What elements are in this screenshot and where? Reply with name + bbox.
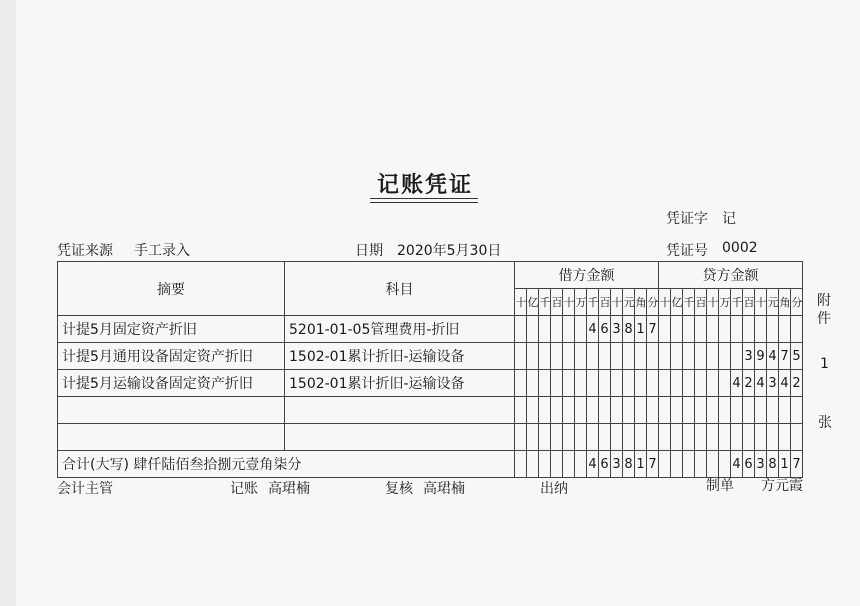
credit-digit-cell bbox=[671, 316, 683, 343]
debit-digit-cell: 3 bbox=[611, 316, 623, 343]
debit-digit-cell bbox=[563, 370, 575, 397]
summary-cell: 计提5月运输设备固定资产折旧 bbox=[58, 370, 285, 397]
debit-digit-cell bbox=[575, 397, 587, 424]
credit-header: 贷方金额 bbox=[659, 262, 803, 289]
debit-header: 借方金额 bbox=[515, 262, 659, 289]
debit-digit-cell bbox=[647, 370, 659, 397]
credit-unit-cell: 十 bbox=[659, 289, 671, 316]
debit-digit-cell bbox=[527, 397, 539, 424]
title-underline-2 bbox=[370, 202, 478, 203]
debit-digit-cell: 4 bbox=[587, 451, 599, 478]
debit-digit-cell bbox=[515, 424, 527, 451]
account-cell bbox=[285, 397, 515, 424]
debit-digit-cell bbox=[611, 424, 623, 451]
debit-unit-cell: 百 bbox=[551, 289, 563, 316]
debit-digit-cell: 8 bbox=[623, 451, 635, 478]
credit-digit-cell bbox=[719, 397, 731, 424]
debit-digit-cell bbox=[527, 424, 539, 451]
credit-digit-cell bbox=[695, 451, 707, 478]
debit-digit-cell bbox=[599, 397, 611, 424]
credit-digit-cell bbox=[683, 370, 695, 397]
credit-digit-cell: 7 bbox=[791, 451, 803, 478]
credit-digit-cell bbox=[671, 424, 683, 451]
credit-unit-cell: 万 bbox=[719, 289, 731, 316]
credit-digit-cell bbox=[707, 316, 719, 343]
debit-digit-cell bbox=[539, 397, 551, 424]
debit-digit-cell bbox=[623, 424, 635, 451]
credit-unit-cell: 千 bbox=[683, 289, 695, 316]
credit-digit-cell bbox=[767, 316, 779, 343]
debit-digit-cell bbox=[623, 343, 635, 370]
paper-edge bbox=[0, 0, 16, 606]
maker-label: 制单 bbox=[706, 478, 734, 494]
debit-digit-cell bbox=[623, 397, 635, 424]
debit-digit-cell bbox=[587, 370, 599, 397]
debit-digit-cell bbox=[539, 451, 551, 478]
debit-digit-cell bbox=[563, 397, 575, 424]
supervisor-label: 会计主管 bbox=[57, 481, 113, 497]
credit-digit-cell bbox=[707, 397, 719, 424]
debit-digit-cell bbox=[587, 343, 599, 370]
source-label: 凭证来源 bbox=[57, 243, 113, 259]
attachment-unit: 张 bbox=[818, 415, 832, 431]
attachment-label bbox=[817, 292, 833, 328]
credit-digit-cell bbox=[683, 397, 695, 424]
credit-digit-cell bbox=[659, 424, 671, 451]
debit-digit-cell bbox=[599, 424, 611, 451]
credit-digit-cell: 4 bbox=[767, 343, 779, 370]
credit-unit-cell: 元 bbox=[767, 289, 779, 316]
credit-digit-cell bbox=[779, 316, 791, 343]
debit-unit-cell: 分 bbox=[647, 289, 659, 316]
debit-digit-cell bbox=[551, 397, 563, 424]
debit-digit-cell bbox=[539, 343, 551, 370]
credit-digit-cell bbox=[731, 343, 743, 370]
debit-digit-cell bbox=[575, 343, 587, 370]
credit-digit-cell bbox=[719, 370, 731, 397]
credit-digit-cell: 5 bbox=[791, 343, 803, 370]
debit-digit-cell: 6 bbox=[599, 451, 611, 478]
voucher-title: 记账凭证 bbox=[376, 173, 473, 198]
attachment-label-1: 附 bbox=[817, 293, 831, 309]
debit-digit-cell bbox=[551, 316, 563, 343]
debit-digit-cell bbox=[599, 370, 611, 397]
debit-unit-cell: 万 bbox=[575, 289, 587, 316]
debit-digit-cell: 7 bbox=[647, 451, 659, 478]
credit-digit-cell: 1 bbox=[779, 451, 791, 478]
table-row bbox=[58, 397, 803, 424]
bookkeeper-label: 记账 bbox=[230, 481, 258, 497]
debit-digit-cell bbox=[647, 424, 659, 451]
debit-digit-cell bbox=[539, 316, 551, 343]
debit-digit-cell bbox=[575, 451, 587, 478]
debit-digit-cell: 4 bbox=[587, 316, 599, 343]
credit-digit-cell bbox=[707, 424, 719, 451]
credit-digit-cell bbox=[695, 397, 707, 424]
credit-digit-cell bbox=[743, 316, 755, 343]
date-value: 2020年5月30日 bbox=[397, 243, 502, 259]
credit-digit-cell bbox=[779, 397, 791, 424]
credit-digit-cell: 6 bbox=[743, 451, 755, 478]
credit-digit-cell bbox=[707, 343, 719, 370]
credit-digit-cell bbox=[719, 424, 731, 451]
debit-digit-cell bbox=[563, 424, 575, 451]
credit-digit-cell bbox=[767, 424, 779, 451]
credit-digit-cell: 4 bbox=[731, 451, 743, 478]
debit-digit-cell bbox=[623, 370, 635, 397]
debit-digit-cell bbox=[575, 370, 587, 397]
voucher-type-label: 凭证字 bbox=[666, 211, 708, 227]
debit-digit-cell: 1 bbox=[635, 451, 647, 478]
voucher-no-value: 0002 bbox=[722, 240, 758, 256]
credit-digit-cell bbox=[791, 316, 803, 343]
credit-unit-cell: 分 bbox=[791, 289, 803, 316]
credit-digit-cell: 4 bbox=[755, 370, 767, 397]
credit-digit-cell: 4 bbox=[779, 370, 791, 397]
account-cell: 1502-01累计折旧-运输设备 bbox=[285, 343, 515, 370]
table-row bbox=[58, 316, 803, 343]
credit-digit-cell bbox=[791, 424, 803, 451]
credit-digit-cell bbox=[767, 397, 779, 424]
credit-unit-cell: 千 bbox=[731, 289, 743, 316]
credit-unit-cell: 百 bbox=[743, 289, 755, 316]
debit-digit-cell bbox=[635, 370, 647, 397]
credit-digit-cell bbox=[755, 397, 767, 424]
debit-digit-cell bbox=[539, 370, 551, 397]
debit-digit-cell bbox=[563, 316, 575, 343]
credit-digit-cell bbox=[791, 397, 803, 424]
debit-unit-cell: 十 bbox=[515, 289, 527, 316]
debit-digit-cell bbox=[611, 397, 623, 424]
debit-digit-cell: 3 bbox=[611, 451, 623, 478]
credit-digit-cell bbox=[695, 424, 707, 451]
credit-digit-cell bbox=[671, 451, 683, 478]
credit-digit-cell bbox=[659, 397, 671, 424]
debit-digit-cell: 8 bbox=[623, 316, 635, 343]
debit-digit-cell bbox=[587, 424, 599, 451]
debit-unit-cell: 千 bbox=[539, 289, 551, 316]
debit-digit-cell bbox=[527, 451, 539, 478]
bookkeeper-name: 高珺楠 bbox=[268, 481, 310, 497]
cashier-label: 出纳 bbox=[540, 481, 568, 497]
debit-digit-cell bbox=[647, 397, 659, 424]
account-cell: 5201-01-05管理费用-折旧 bbox=[285, 316, 515, 343]
summary-cell bbox=[58, 424, 285, 451]
total-row bbox=[58, 451, 803, 478]
debit-digit-cell bbox=[599, 343, 611, 370]
credit-digit-cell bbox=[719, 316, 731, 343]
debit-digit-cell bbox=[635, 397, 647, 424]
credit-digit-cell bbox=[779, 424, 791, 451]
credit-digit-cell bbox=[707, 370, 719, 397]
credit-digit-cell: 3 bbox=[755, 451, 767, 478]
debit-digit-cell bbox=[551, 451, 563, 478]
credit-digit-cell: 4 bbox=[731, 370, 743, 397]
credit-digit-cell: 9 bbox=[755, 343, 767, 370]
credit-digit-cell bbox=[695, 316, 707, 343]
credit-digit-cell bbox=[755, 424, 767, 451]
credit-digit-cell: 8 bbox=[767, 451, 779, 478]
credit-digit-cell bbox=[719, 343, 731, 370]
credit-unit-cell: 亿 bbox=[671, 289, 683, 316]
debit-digit-cell bbox=[575, 424, 587, 451]
credit-unit-cell: 十 bbox=[707, 289, 719, 316]
debit-digit-cell bbox=[635, 424, 647, 451]
maker-name: 方元霞 bbox=[761, 478, 803, 494]
debit-digit-cell bbox=[551, 370, 563, 397]
credit-digit-cell bbox=[731, 316, 743, 343]
debit-digit-cell bbox=[635, 343, 647, 370]
credit-digit-cell: 3 bbox=[743, 343, 755, 370]
credit-digit-cell bbox=[695, 370, 707, 397]
debit-digit-cell bbox=[515, 316, 527, 343]
credit-digit-cell bbox=[683, 424, 695, 451]
credit-digit-cell bbox=[707, 451, 719, 478]
account-cell: 1502-01累计折旧-运输设备 bbox=[285, 370, 515, 397]
credit-digit-cell bbox=[719, 451, 731, 478]
debit-digit-cell bbox=[515, 451, 527, 478]
table-row bbox=[58, 424, 803, 451]
summary-cell: 计提5月通用设备固定资产折旧 bbox=[58, 343, 285, 370]
attachment-label-2: 件 bbox=[817, 311, 831, 327]
summary-header: 摘要 bbox=[58, 262, 285, 316]
credit-digit-cell bbox=[731, 397, 743, 424]
debit-digit-cell bbox=[611, 343, 623, 370]
credit-digit-cell bbox=[755, 316, 767, 343]
reviewer-label: 复核 bbox=[385, 481, 413, 497]
summary-cell bbox=[58, 397, 285, 424]
credit-digit-cell bbox=[743, 424, 755, 451]
account-header: 科目 bbox=[285, 262, 515, 316]
voucher-table bbox=[57, 261, 803, 478]
debit-digit-cell: 6 bbox=[599, 316, 611, 343]
debit-digit-cell bbox=[515, 343, 527, 370]
total-label: 合计(大写) 肆仟陆佰叁拾捌元壹角柒分 bbox=[58, 451, 515, 478]
credit-digit-cell bbox=[671, 343, 683, 370]
debit-unit-cell: 亿 bbox=[527, 289, 539, 316]
credit-unit-cell: 角 bbox=[779, 289, 791, 316]
debit-digit-cell bbox=[551, 424, 563, 451]
credit-digit-cell: 2 bbox=[743, 370, 755, 397]
voucher-no-label: 凭证号 bbox=[666, 243, 708, 259]
credit-digit-cell: 2 bbox=[791, 370, 803, 397]
reviewer-name: 高珺楠 bbox=[423, 481, 465, 497]
debit-digit-cell bbox=[647, 343, 659, 370]
debit-unit-cell: 元 bbox=[623, 289, 635, 316]
credit-digit-cell bbox=[659, 451, 671, 478]
credit-digit-cell bbox=[683, 451, 695, 478]
voucher-type-value: 记 bbox=[722, 211, 736, 227]
credit-digit-cell bbox=[659, 370, 671, 397]
credit-digit-cell bbox=[695, 343, 707, 370]
credit-digit-cell bbox=[743, 397, 755, 424]
credit-digit-cell bbox=[671, 370, 683, 397]
debit-digit-cell bbox=[611, 370, 623, 397]
source-value: 手工录入 bbox=[134, 243, 190, 259]
debit-digit-cell bbox=[515, 370, 527, 397]
debit-digit-cell bbox=[527, 343, 539, 370]
credit-digit-cell bbox=[659, 316, 671, 343]
table-row bbox=[58, 370, 803, 397]
debit-digit-cell bbox=[551, 343, 563, 370]
credit-unit-cell: 十 bbox=[755, 289, 767, 316]
debit-digit-cell: 7 bbox=[647, 316, 659, 343]
credit-unit-cell: 百 bbox=[695, 289, 707, 316]
attachment-count: 1 bbox=[820, 356, 829, 372]
account-cell bbox=[285, 424, 515, 451]
credit-digit-cell bbox=[683, 343, 695, 370]
debit-digit-cell bbox=[575, 316, 587, 343]
credit-digit-cell bbox=[671, 397, 683, 424]
credit-digit-cell: 3 bbox=[767, 370, 779, 397]
table-row bbox=[58, 343, 803, 370]
debit-unit-cell: 十 bbox=[611, 289, 623, 316]
credit-digit-cell: 7 bbox=[779, 343, 791, 370]
debit-digit-cell: 1 bbox=[635, 316, 647, 343]
date-label: 日期 bbox=[355, 243, 383, 259]
debit-unit-cell: 百 bbox=[599, 289, 611, 316]
credit-digit-cell bbox=[683, 316, 695, 343]
debit-digit-cell bbox=[563, 343, 575, 370]
debit-unit-cell: 千 bbox=[587, 289, 599, 316]
debit-digit-cell bbox=[539, 424, 551, 451]
debit-digit-cell bbox=[527, 316, 539, 343]
title-underline-1 bbox=[370, 198, 478, 199]
debit-digit-cell bbox=[587, 397, 599, 424]
debit-digit-cell bbox=[515, 397, 527, 424]
debit-digit-cell bbox=[563, 451, 575, 478]
debit-digit-cell bbox=[527, 370, 539, 397]
credit-digit-cell bbox=[731, 424, 743, 451]
debit-unit-cell: 角 bbox=[635, 289, 647, 316]
credit-digit-cell bbox=[659, 343, 671, 370]
summary-cell: 计提5月固定资产折旧 bbox=[58, 316, 285, 343]
debit-unit-cell: 十 bbox=[563, 289, 575, 316]
